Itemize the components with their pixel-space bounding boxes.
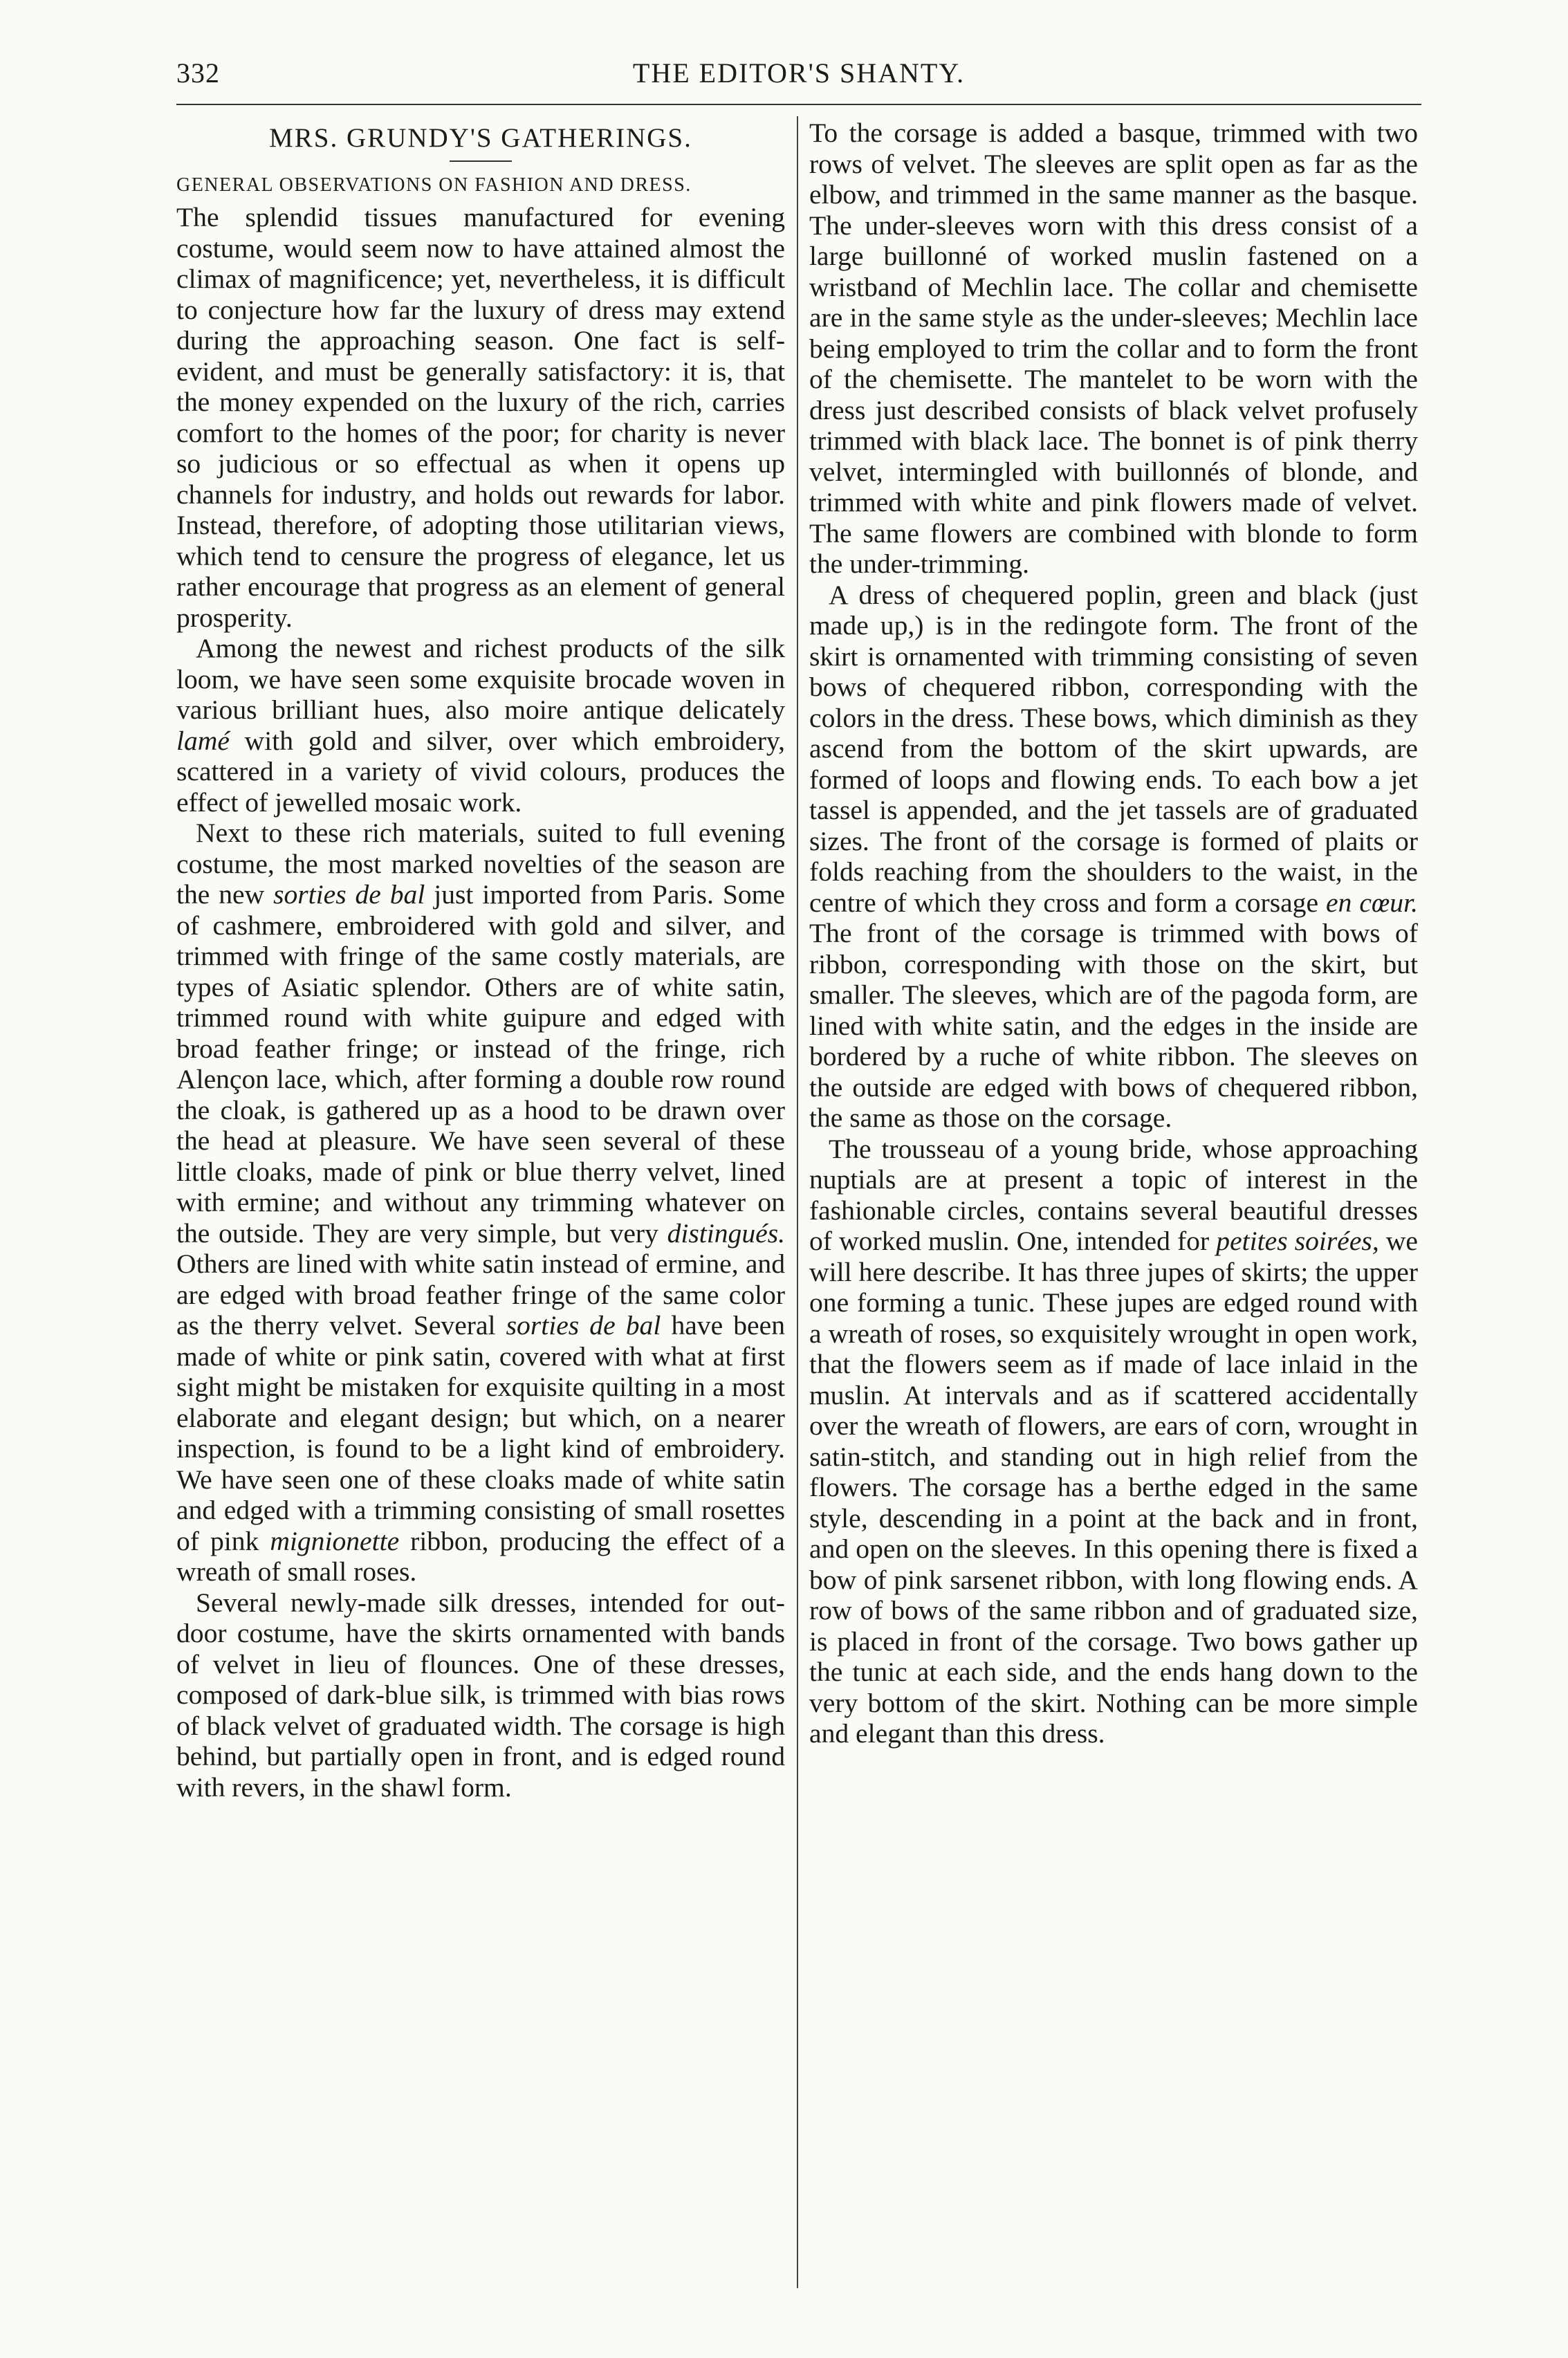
article-title: MRS. GRUNDY'S GATHERINGS.	[269, 123, 692, 153]
section-heading: GENERAL OBSERVATIONS ON FASHION AND DRESS.	[176, 174, 692, 196]
running-head	[176, 57, 1421, 98]
paragraph: Among the newest and richest products of the silk loom, we have seen some exquisite brocade woven in various brilliant hues, also moire antique delicately lamé with gold and silver, over which embroidery, scattered in a variety of vivid colours, produces the effect of jewelled mosaic work.	[176, 633, 785, 818]
paragraph: To the corsage is added a basque, trimmed with two rows of velvet. The sleeves are split open as far as the elbow, and trimmed in the same manner as the basque. The under-sleeves worn with this dress consist of a large buillonné of worked muslin fastened on a wristband of Mechlin lace. The collar and chemisette are in the same style as the under-sleeves; Mechlin lace being employed to trim the collar and to form the front of the chemisette. The mantelet to be worn with the dress just described consists of black velvet profusely trimmed with black lace. The bonnet is of pink therry velvet, intermingled with buillonnés of blonde, and trimmed with white and pink flowers made of velvet. The same flowers are combined with blonde to form the under-trimming.	[809, 118, 1418, 579]
title-rule	[450, 160, 512, 162]
paragraph: The splendid tissues manufactured for evening costume, would seem now to have attained almost the climax of magnificence; yet, nevertheless, it is difficult to conjecture how far the luxury of dress may extend during the approaching season. One fact is self-evident, and must be generally satisfactory: it is, that the money expended on the luxury of the rich, carries comfort to the homes of the poor; for charity is never so judicious or so effectual as when it opens up channels for industry, and holds out rewards for labor. Instead, therefore, of adopting those utilitarian views, which tend to censure the progress of elegance, let us rather encourage that progress as an element of general prosperity.	[176, 202, 785, 633]
paragraph: The trousseau of a young bride, whose approaching nuptials are at present a topic of interest in the fashionable circles, contains several beautiful dresses of worked muslin. One, intended for petites soirées, we will here describe. It has three jupes of skirts; the upper one forming a tunic. These jupes are edged round with a wreath of roses, so exquisitely wrought in open work, that the flowers seem as if made of lace inlaid in the muslin. At intervals and as if scattered accidentally over the wreath of flowers, are ears of corn, wrought in satin-stitch, and standing out in high relief from the flowers. The corsage has a berthe edged in the same style, descending in a point at the back and in front, and open on the sleeves. In this opening there is fixed a bow of pink sarsenet ribbon, with long flowing ends. A row of bows of the same ribbon and of graduated size, is placed in front of the corsage. Two bows gather up the tunic at each side, and the ends hang down to the very bottom of the skirt. Nothing can be more simple and elegant than this dress.	[809, 1133, 1418, 1749]
left-column	[176, 118, 785, 2296]
paragraph: A dress of chequered poplin, green and black (just made up,) is in the redingote form. The front of the skirt is ornamented with trimming consisting of seven bows of chequered ribbon, corresponding with the colors in the dress. These bows, which diminish as they ascend from the bottom of the skirt upwards, are formed of loops and flowing ends. To each bow a jet tassel is appended, and the jet tassels are of graduated sizes. The front of the corsage is formed of plaits or folds reaching from the shoulders to the waist, in the centre of which they cross and form a corsage en cœur. The front of the corsage is trimmed with bows of ribbon, corresponding with those on the skirt, but smaller. The sleeves, which are of the pagoda form, are lined with white satin, and the edges in the inside are bordered by a ruche of white ribbon. The sleeves on the outside are edged with bows of chequered ribbon, the same as those on the corsage.	[809, 579, 1418, 1133]
header-rule	[176, 104, 1421, 105]
page-number: 332	[176, 57, 220, 89]
paragraph: Next to these rich materials, suited to full evening costume, the most marked novelties of the season are the new sorties de bal just imported from Paris. Some of cashmere, embroidered with gold and silver, and trimmed with fringe of the same costly materials, are types of Asiatic splendor. Others are of white satin, trimmed round with white guipure and edged with broad feather fringe; or instead of the fringe, rich Alençon lace, which, after forming a double row round the cloak, is gathered up as a hood to be drawn over the head at pleasure. We have seen several of these little cloaks, made of pink or blue therry velvet, lined with ermine; and without any trimming whatever on the outside. They are very simple, but very distingués. Others are lined with white satin instead of ermine, and are edged with broad feather fringe of the same color as the therry velvet. Several sorties de bal have been made of white or pink satin, covered with what at first sight might be mistaken for exquisite quilting in a most elaborate and elegant design; but which, on a nearer inspection, is found to be a light kind of embroidery. We have seen one of these cloaks made of white satin and edged with a trimming consisting of small rosettes of pink mignionette ribbon, producing the effect of a wreath of small roses.	[176, 818, 785, 1587]
right-column	[809, 118, 1418, 2296]
column-divider	[797, 116, 798, 2288]
paragraph: Several newly-made silk dresses, intended for out-door costume, have the skirts ornamented with bands of velvet in lieu of flounces. One of these dresses, composed of dark-blue silk, is trimmed with bias rows of black velvet of graduated width. The corsage is high behind, but partially open in front, and is edged round with revers, in the shawl form.	[176, 1587, 785, 1803]
running-title: THE EDITOR'S SHANTY.	[632, 57, 966, 89]
